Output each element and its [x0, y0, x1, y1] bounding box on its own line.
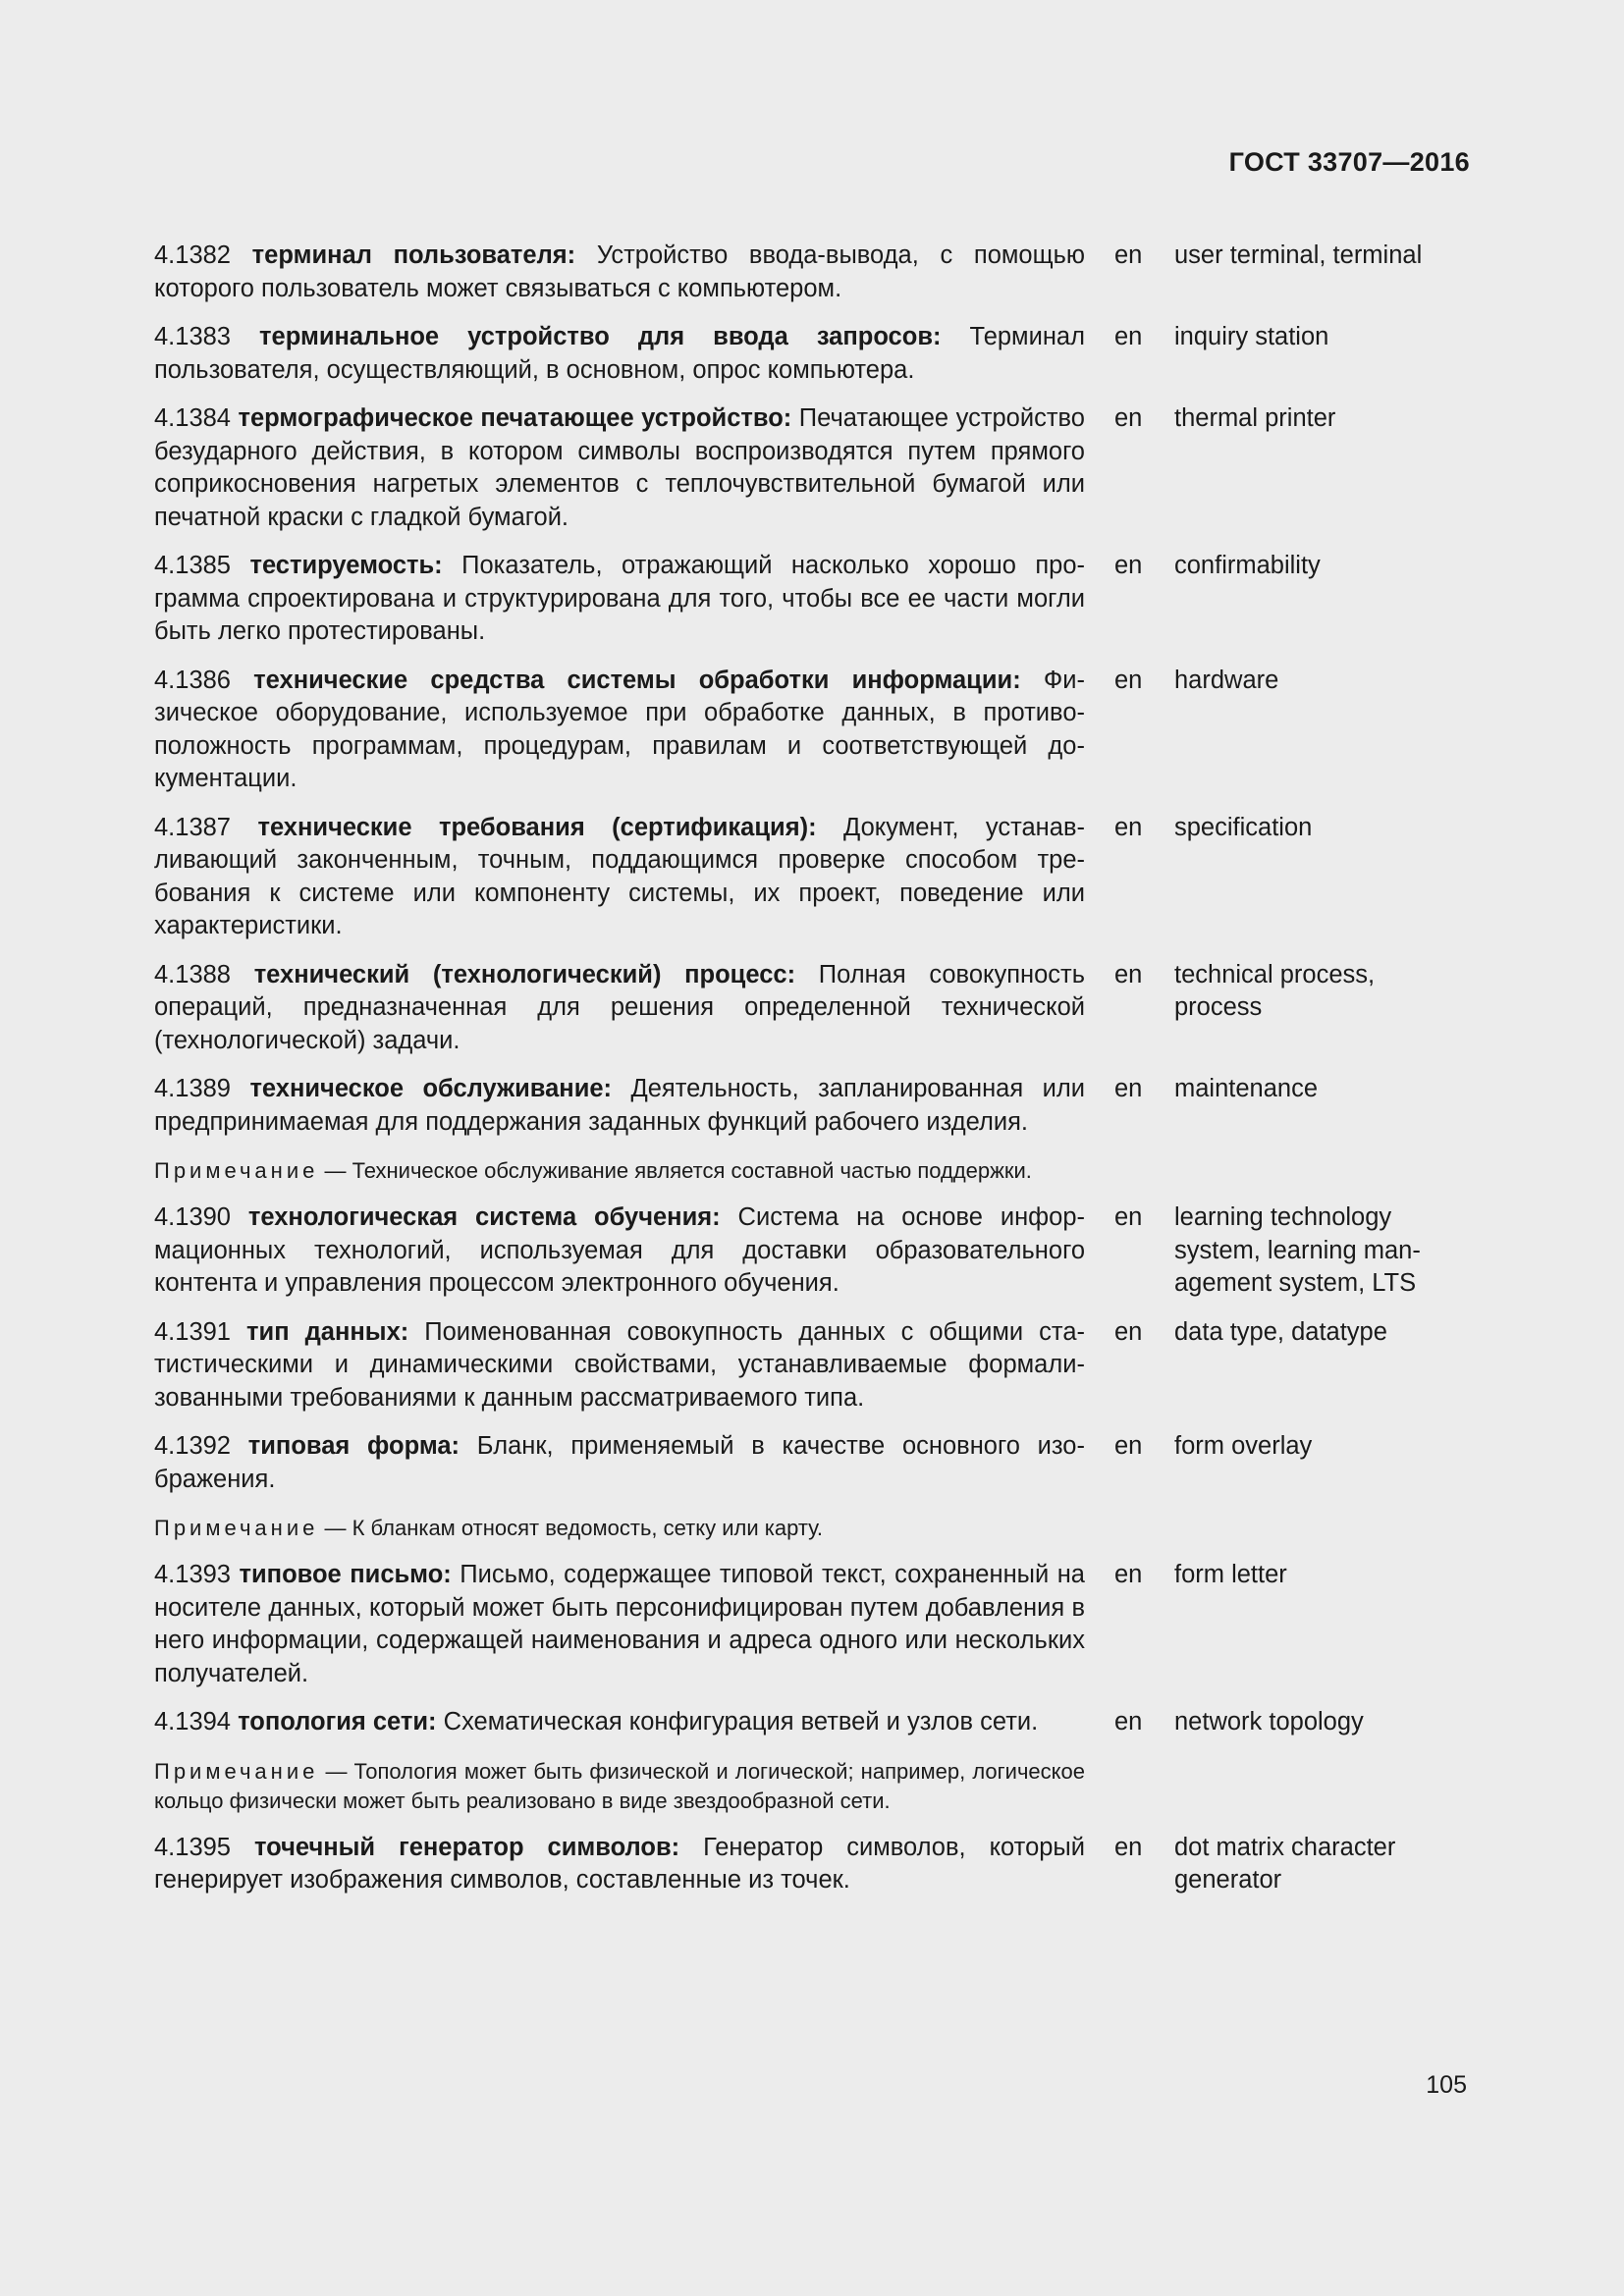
term-name: термографическое печатающее устройство:	[238, 404, 792, 432]
term-definition: Деятельность, запланированная или предпринимаемая для поддержания заданных функций рабочего изделия.	[154, 1075, 1085, 1136]
term-name: технические требования (сертификация):	[257, 813, 817, 841]
term-entry	[154, 1559, 1470, 1690]
english-term: form overlay	[1174, 1432, 1313, 1460]
term-definition-block	[154, 1706, 1085, 1816]
note-label: Примечание	[154, 1158, 319, 1183]
note-text: — Топология может быть физической и логической; например, логическое кольцо физически может быть реализовано в виде звездообразной сети.	[154, 1758, 1085, 1813]
term-number: 4.1387	[154, 813, 231, 841]
term-entry	[154, 1430, 1470, 1543]
term-number: 4.1382	[154, 241, 231, 269]
term-definition-block	[154, 321, 1085, 387]
term-number: 4.1385	[154, 552, 231, 579]
term-paragraph	[154, 1706, 1085, 1739]
term-paragraph	[154, 1201, 1085, 1301]
term-paragraph	[154, 240, 1085, 305]
term-definition: Печатающее устройство безударного действия, в котором символы воспроизводятся путем прямого соприкосновения нагретых элементов с теплочувствительной бумагой или печатной краски с гладкой бумагой.	[154, 404, 1085, 531]
term-paragraph	[154, 321, 1085, 387]
english-term: network topology	[1174, 1708, 1364, 1735]
note-text: — К бланкам относят ведомость, сетку или карту.	[324, 1516, 824, 1540]
term-name: тип данных:	[246, 1317, 409, 1346]
term-entry	[154, 959, 1470, 1058]
language-code: en	[1114, 1833, 1143, 1861]
terms-list	[154, 240, 1470, 1913]
term-name: топология сети:	[238, 1708, 437, 1735]
term-paragraph	[154, 665, 1085, 796]
term-definition: Полная совокупность операций, предназначенная для решения определенной технической (технологической) задачи.	[154, 960, 1085, 1054]
term-name: терминальное устройство для ввода запросов:	[259, 323, 942, 350]
term-entry	[154, 665, 1470, 796]
term-name: технологическая система обучения:	[247, 1203, 721, 1231]
english-term: confirmability	[1174, 552, 1321, 579]
term-definition: Устройство ввода-вывода, с помощью которого пользователь может связываться с компьютером.	[154, 241, 1085, 302]
term-definition: Схематическая конфигурация ветвей и узлов сети.	[443, 1708, 1039, 1735]
term-definition-block	[154, 1832, 1085, 1897]
language-code: en	[1114, 1561, 1143, 1588]
term-definition-block	[154, 402, 1085, 534]
language-code: en	[1114, 1708, 1143, 1735]
note-label: Примечание	[154, 1516, 319, 1540]
term-note	[154, 1156, 1085, 1186]
language-code: en	[1114, 813, 1143, 841]
term-number: 4.1394	[154, 1708, 231, 1735]
term-paragraph	[154, 1559, 1085, 1690]
page-number: 105	[1426, 2071, 1467, 2099]
term-definition-block	[154, 1073, 1085, 1186]
term-definition: Показатель, отражающий насколько хорошо программа спроектирована и структурирована для того, чтобы все ее части могли быть легко протестированы.	[154, 552, 1085, 645]
term-name: типовая форма:	[247, 1432, 460, 1460]
term-number: 4.1393	[154, 1561, 231, 1588]
english-term: dot matrix character generator	[1174, 1833, 1396, 1894]
term-entry	[154, 1832, 1470, 1897]
term-entry	[154, 402, 1470, 534]
term-definition-block	[154, 550, 1085, 649]
term-definition-block	[154, 240, 1085, 305]
term-definition-block	[154, 1201, 1085, 1301]
term-number: 4.1395	[154, 1833, 231, 1861]
language-code: en	[1114, 1317, 1143, 1346]
english-term: data type, datatype	[1174, 1317, 1387, 1346]
term-paragraph	[154, 1073, 1085, 1139]
term-definition: Поименованная совокупность данных с общими статистическими и динамическими свойствами, устанавливаемые формализованными требованиями к данным рассматриваемого типа.	[154, 1317, 1086, 1412]
term-paragraph	[154, 1430, 1085, 1496]
term-number: 4.1384	[154, 404, 231, 432]
english-term: inquiry station	[1174, 323, 1329, 350]
term-paragraph	[154, 1832, 1085, 1897]
english-term: user terminal, terminal	[1174, 241, 1423, 269]
term-definition: Бланк, применяемый в качестве основного изображения.	[154, 1432, 1085, 1493]
term-definition: Документ, устанавливающий законченным, точным, поддающимся проверке способом требования к системе или компоненту системы, их проект, поведение или характеристики.	[154, 813, 1085, 939]
term-paragraph	[154, 1316, 1085, 1415]
term-definition: Система на основе информационных технологий, используемая для доставки образовательного контента и управления процессом электронного обучения.	[154, 1203, 1085, 1297]
term-definition-block	[154, 1559, 1085, 1690]
term-number: 4.1392	[154, 1432, 231, 1460]
term-paragraph	[154, 812, 1085, 943]
term-number: 4.1388	[154, 960, 231, 988]
term-name: точечный генератор символов:	[254, 1833, 680, 1861]
english-term: learning technology system, learning management system, LTS	[1174, 1203, 1421, 1297]
english-term: technical process, process	[1174, 960, 1376, 1021]
term-number: 4.1386	[154, 666, 231, 694]
english-term: hardware	[1174, 666, 1279, 694]
language-code: en	[1114, 1203, 1143, 1231]
term-entry	[154, 1706, 1470, 1816]
language-code: en	[1114, 323, 1143, 350]
term-definition-block	[154, 1316, 1085, 1415]
term-paragraph	[154, 550, 1085, 649]
language-code: en	[1114, 666, 1143, 694]
term-entry	[154, 240, 1470, 305]
term-definition: Физическое оборудование, используемое при обработке данных, в противоположность программам, процедурам, правилам и соответствующей документации.	[154, 666, 1085, 792]
term-name: технические средства системы обработки информации:	[253, 666, 1021, 694]
term-name: типовое письмо:	[239, 1561, 452, 1588]
term-definition: Терминал пользователя, осуществляющий, в основном, опрос компьютера.	[154, 323, 1085, 384]
term-note	[154, 1514, 1085, 1543]
term-number: 4.1389	[154, 1075, 231, 1102]
document-code: ГОСТ 33707—2016	[1228, 147, 1470, 177]
term-entry	[154, 812, 1470, 943]
term-number: 4.1391	[154, 1317, 231, 1346]
term-definition-block	[154, 1430, 1085, 1543]
term-definition-block	[154, 959, 1085, 1058]
language-code: en	[1114, 1432, 1143, 1460]
language-code: en	[1114, 241, 1143, 269]
term-definition: Письмо, содержащее типовой текст, сохраненный на носителе данных, который может быть персонифицирован путем добавления в него информации, содержащей наименования и адреса одного или нескольких получателей.	[154, 1561, 1085, 1687]
term-paragraph	[154, 402, 1085, 534]
term-entry	[154, 321, 1470, 387]
language-code: en	[1114, 552, 1143, 579]
language-code: en	[1114, 404, 1143, 432]
term-definition-block	[154, 812, 1085, 943]
term-number: 4.1390	[154, 1203, 231, 1231]
language-code: en	[1114, 960, 1143, 988]
english-term: maintenance	[1174, 1075, 1319, 1102]
term-entry	[154, 1316, 1470, 1415]
note-label: Примечание	[154, 1758, 319, 1784]
english-term: specification	[1174, 813, 1313, 841]
term-name: технический (технологический) процесс:	[253, 960, 796, 988]
term-name: техническое обслуживание:	[249, 1075, 613, 1102]
term-paragraph	[154, 959, 1085, 1058]
note-text: — Техническое обслуживание является составной частью поддержки.	[324, 1158, 1032, 1183]
term-definition: Генератор символов, который генерирует изображения символов, составленные из точек.	[154, 1833, 1086, 1894]
term-name: тестируемость:	[249, 552, 443, 579]
term-entry	[154, 1073, 1470, 1186]
language-code: en	[1114, 1075, 1143, 1102]
term-entry	[154, 550, 1470, 649]
term-name: терминал пользователя:	[251, 241, 576, 269]
english-term: form letter	[1174, 1561, 1287, 1588]
term-number: 4.1383	[154, 323, 231, 350]
term-definition-block	[154, 665, 1085, 796]
term-entry	[154, 1201, 1470, 1301]
term-note	[154, 1757, 1085, 1816]
english-term: thermal printer	[1174, 404, 1336, 432]
